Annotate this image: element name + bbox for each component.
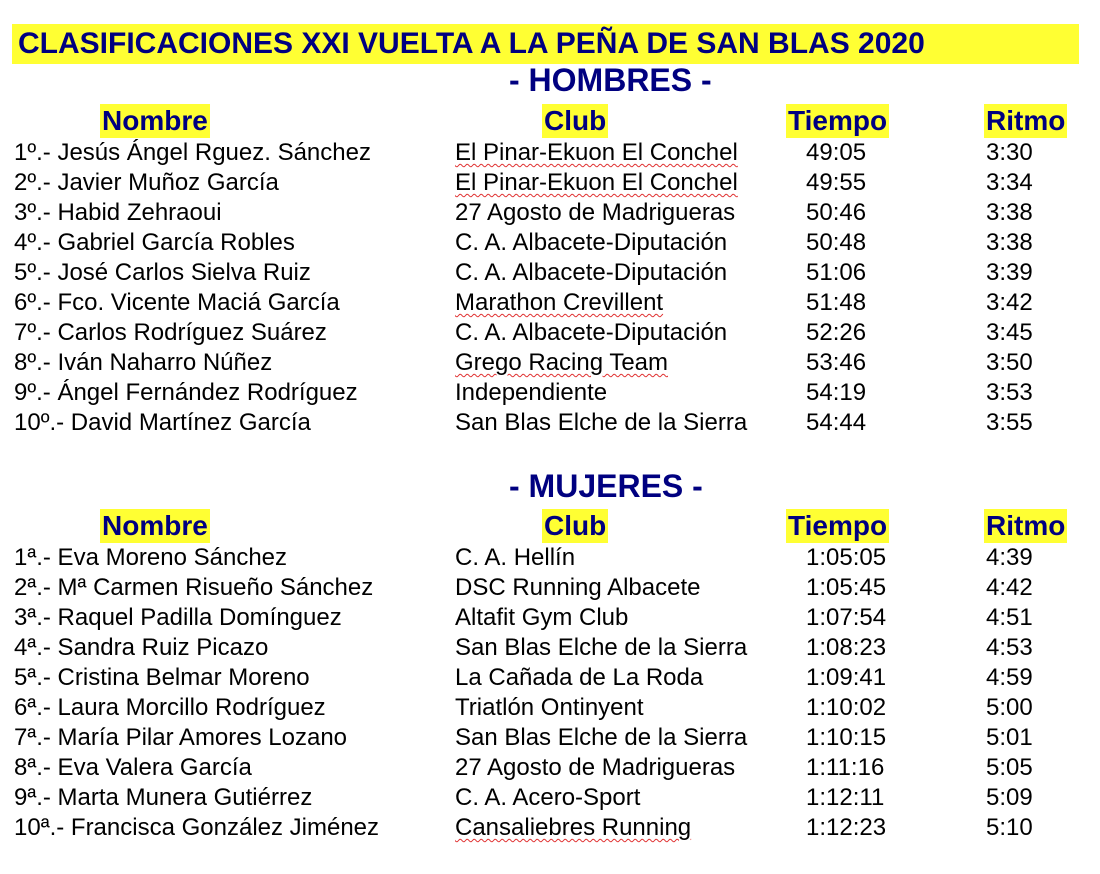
runner-time: 1:12:23 xyxy=(806,814,887,841)
runner-pace: 3:30 xyxy=(986,139,1033,166)
runner-club: C. A. Albacete-Diputación xyxy=(455,259,728,286)
runner-club: 27 Agosto de Madrigueras xyxy=(455,199,736,226)
runner-club: Grego Racing Team xyxy=(455,349,668,376)
runner-pace: 5:05 xyxy=(986,754,1033,781)
runner-pace: 4:53 xyxy=(986,634,1033,661)
runner-time: 1:09:41 xyxy=(806,664,887,691)
men-header-time: Tiempo xyxy=(788,105,888,136)
runner-name: 3º.- Habid Zehraoui xyxy=(14,199,222,226)
runner-name: 5ª.- Cristina Belmar Moreno xyxy=(14,664,310,691)
runner-name: 4º.- Gabriel García Robles xyxy=(14,229,295,256)
table-row xyxy=(0,663,1100,693)
runner-name: 10º.- David Martínez García xyxy=(14,409,311,436)
table-row xyxy=(0,723,1100,753)
women-header-name: Nombre xyxy=(102,510,208,541)
runner-club: DSC Running Albacete xyxy=(455,574,701,601)
runner-time: 1:11:16 xyxy=(806,754,885,781)
runner-name: 7ª.- María Pilar Amores Lozano xyxy=(14,724,348,751)
runner-club: San Blas Elche de la Sierra xyxy=(455,724,748,751)
runner-club: San Blas Elche de la Sierra xyxy=(455,634,748,661)
runner-time: 1:05:05 xyxy=(806,544,887,571)
table-row xyxy=(0,378,1100,408)
runner-club: Marathon Crevillent xyxy=(455,289,664,316)
runner-pace: 3:34 xyxy=(986,169,1033,196)
runner-time: 52:26 xyxy=(806,319,867,346)
runner-pace: 4:51 xyxy=(986,604,1033,631)
runner-pace: 3:53 xyxy=(986,379,1033,406)
runner-time: 54:44 xyxy=(806,409,867,436)
runner-pace: 4:39 xyxy=(986,544,1033,571)
runner-time: 50:46 xyxy=(806,199,867,226)
runner-time: 1:08:23 xyxy=(806,634,887,661)
men-header-name: Nombre xyxy=(102,105,208,136)
runner-pace: 5:10 xyxy=(986,814,1033,841)
runner-name: 9º.- Ángel Fernández Rodríguez xyxy=(14,379,358,406)
men-header-pace: Ritmo xyxy=(986,105,1066,136)
men-header-club: Club xyxy=(544,105,607,136)
table-row xyxy=(0,408,1100,438)
runner-time: 1:05:45 xyxy=(806,574,887,601)
runner-name: 8º.- Iván Naharro Núñez xyxy=(14,349,273,376)
runner-time: 1:10:02 xyxy=(806,694,887,721)
runner-pace: 3:38 xyxy=(986,199,1033,226)
runner-club: C. A. Acero-Sport xyxy=(455,784,641,811)
runner-club: C. A. Albacete-Diputación xyxy=(455,319,728,346)
runner-club: 27 Agosto de Madrigueras xyxy=(455,754,736,781)
runner-name: 10ª.- Francisca González Jiménez xyxy=(14,814,380,841)
runner-time: 49:05 xyxy=(806,139,867,166)
runner-club: La Cañada de La Roda xyxy=(455,664,704,691)
runner-club: Cansaliebres Running xyxy=(455,814,692,841)
runner-name: 4ª.- Sandra Ruiz Picazo xyxy=(14,634,269,661)
runner-pace: 3:45 xyxy=(986,319,1033,346)
table-row xyxy=(0,168,1100,198)
runner-time: 1:10:15 xyxy=(806,724,887,751)
runner-pace: 3:42 xyxy=(986,289,1033,316)
table-row xyxy=(0,753,1100,783)
runner-club: Triatlón Ontinyent xyxy=(455,694,644,721)
table-row xyxy=(0,813,1100,843)
women-section-heading: - MUJERES - xyxy=(509,468,703,504)
runner-name: 6ª.- Laura Morcillo Rodríguez xyxy=(14,694,326,721)
table-row xyxy=(0,258,1100,288)
runner-pace: 3:50 xyxy=(986,349,1033,376)
runner-name: 5º.- José Carlos Sielva Ruiz xyxy=(14,259,311,286)
men-section-heading: - HOMBRES - xyxy=(509,62,712,98)
runner-time: 51:48 xyxy=(806,289,867,316)
runner-pace: 4:59 xyxy=(986,664,1033,691)
runner-time: 49:55 xyxy=(806,169,867,196)
table-row xyxy=(0,603,1100,633)
runner-time: 50:48 xyxy=(806,229,867,256)
table-row xyxy=(0,543,1100,573)
runner-club: C. A. Albacete-Diputación xyxy=(455,229,728,256)
table-row xyxy=(0,288,1100,318)
women-header-club: Club xyxy=(544,510,607,541)
runner-pace: 5:00 xyxy=(986,694,1033,721)
runner-pace: 3:39 xyxy=(986,259,1033,286)
runner-pace: 3:38 xyxy=(986,229,1033,256)
page-title: CLASIFICACIONES XXI VUELTA A LA PEÑA DE SAN BLAS 2020 xyxy=(12,24,1079,64)
runner-time: 51:06 xyxy=(806,259,867,286)
table-row xyxy=(0,348,1100,378)
runner-club: Independiente xyxy=(455,379,608,406)
table-row xyxy=(0,573,1100,603)
table-row xyxy=(0,138,1100,168)
runner-time: 54:19 xyxy=(806,379,867,406)
women-header-pace: Ritmo xyxy=(986,510,1066,541)
runner-time: 1:07:54 xyxy=(806,604,887,631)
runner-time: 53:46 xyxy=(806,349,867,376)
runner-club: Altafit Gym Club xyxy=(455,604,629,631)
runner-club: San Blas Elche de la Sierra xyxy=(455,409,748,436)
runner-name: 7º.- Carlos Rodríguez Suárez xyxy=(14,319,327,346)
table-row xyxy=(0,783,1100,813)
runner-club: El Pinar-Ekuon El Conchel xyxy=(455,139,738,166)
runner-name: 2º.- Javier Muñoz García xyxy=(14,169,279,196)
runner-pace: 5:01 xyxy=(986,724,1033,751)
women-header-time: Tiempo xyxy=(788,510,888,541)
table-row xyxy=(0,318,1100,348)
runner-club: C. A. Hellín xyxy=(455,544,576,571)
runner-name: 1ª.- Eva Moreno Sánchez xyxy=(14,544,288,571)
runner-pace: 3:55 xyxy=(986,409,1033,436)
runner-name: 3ª.- Raquel Padilla Domínguez xyxy=(14,604,342,631)
runner-name: 8ª.- Eva Valera García xyxy=(14,754,252,781)
runner-pace: 5:09 xyxy=(986,784,1033,811)
table-row xyxy=(0,198,1100,228)
table-row xyxy=(0,228,1100,258)
runner-name: 9ª.- Marta Munera Gutiérrez xyxy=(14,784,313,811)
runner-pace: 4:42 xyxy=(986,574,1033,601)
table-row xyxy=(0,693,1100,723)
runner-name: 2ª.- Mª Carmen Risueño Sánchez xyxy=(14,574,374,601)
table-row xyxy=(0,633,1100,663)
runner-club: El Pinar-Ekuon El Conchel xyxy=(455,169,738,196)
runner-name: 1º.- Jesús Ángel Rguez. Sánchez xyxy=(14,139,371,166)
runner-time: 1:12:11 xyxy=(806,784,885,811)
runner-name: 6º.- Fco. Vicente Maciá García xyxy=(14,289,340,316)
